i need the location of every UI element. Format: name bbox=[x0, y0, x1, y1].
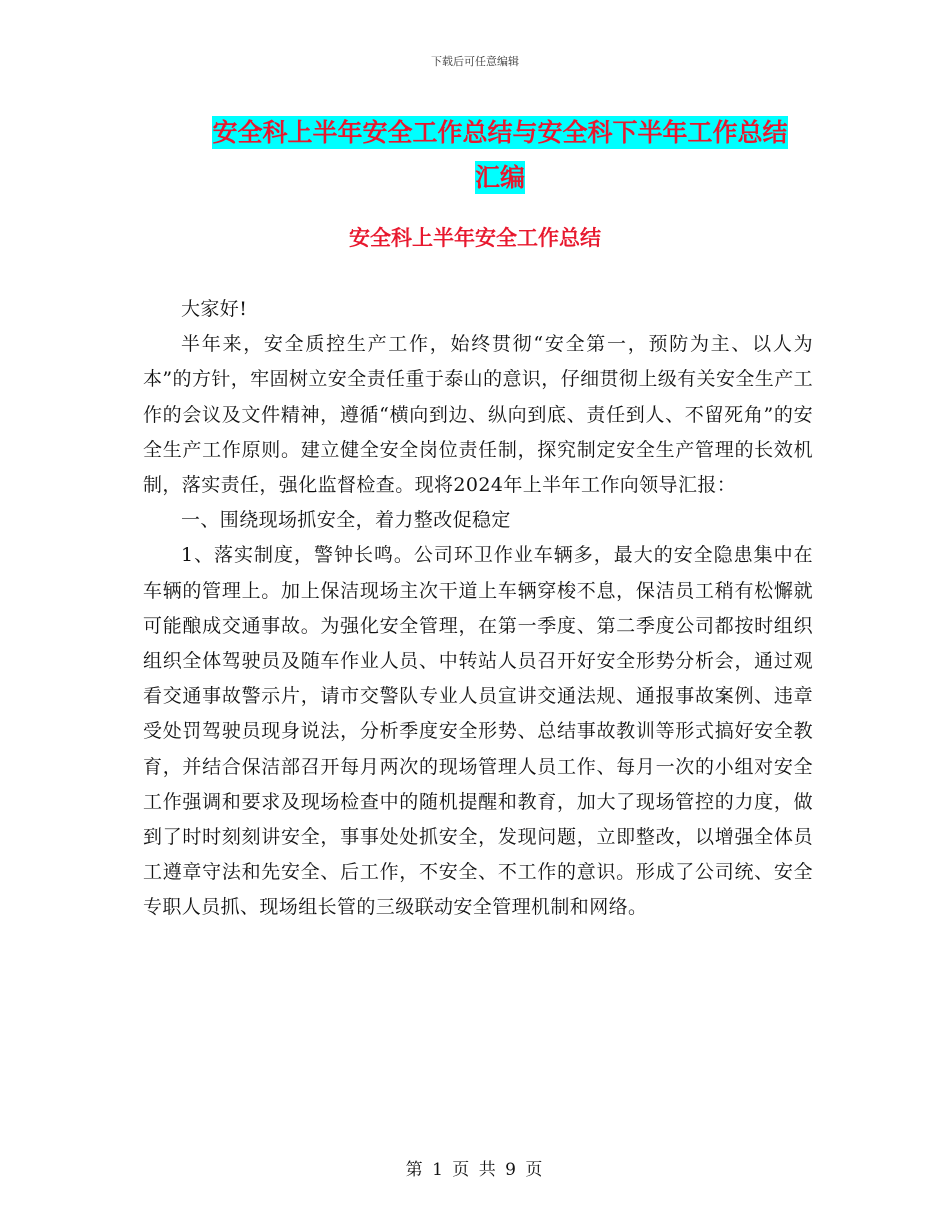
paragraph-heading-1: 一、围绕现场抓安全，着力整改促稳定 bbox=[181, 509, 511, 532]
page-indicator: 第 1 页 共 9 页 bbox=[405, 1160, 545, 1180]
paragraph-item-1: 1、落实制度，警钟长鸣。公司环卫作业车辆多，最大的安全隐患集中在车辆的管理上。加上保洁现场主次干道上车辆穿梭不息，保洁员工稍有松懈就可能酿成交通事故。为强化安全管理，在第一季度、第二季度公司都按时组织组织全体驾驶员及随车作业人员、中转站人员召开好安全形势分析会，通过观看交通事故警示片，请市交警队专业人员宣讲交通法规、通报事故案例、违章受处罚驾驶员现身说法，分析季度安全形势、总结事故教训等形式搞好安全教育，并结合保洁部召开每月两次的现场管理人员工作、每月一次的小组对安全工作强调和要求及现场检查中的随机提醒和教育，加大了现场管控的力度，做到了时时刻刻讲安全，事事处处抓安全，发现问题，立即整改，以增强全体员工遵章守法和先安全、后工作，不安全、不工作的意识。形成了公司统、安全专职人员抓、现场组长管的三级联动安全管理机制和网络。 bbox=[143, 544, 813, 919]
document-title bbox=[140, 110, 860, 200]
title-line-1: 安全科上半年安全工作总结与安全科下半年工作总结 bbox=[212, 118, 788, 147]
header-note: 下载后可任意编辑 bbox=[431, 55, 519, 68]
body-text bbox=[143, 292, 813, 926]
paragraph-greeting: 大家好! bbox=[181, 298, 248, 320]
title-line-2: 汇编 bbox=[474, 163, 525, 192]
section-title: 安全科上半年安全工作总结 bbox=[349, 225, 601, 250]
paragraph-intro: 半年来，安全质控生产工作，始终贯彻“安全第一，预防为主、以人为本”的方针，牢固树立安全责任重于泰山的意识，仔细贯彻上级有关安全生产工作的会议及文件精神，遵循“横向到边、纵向到底、责任到人、不留死角”的安全生产工作原则。建立健全安全岗位责任制，探究制定安全生产管理的长效机制，落实责任，强化监督检查。现将2024年上半年工作向领导汇报： bbox=[143, 333, 813, 497]
